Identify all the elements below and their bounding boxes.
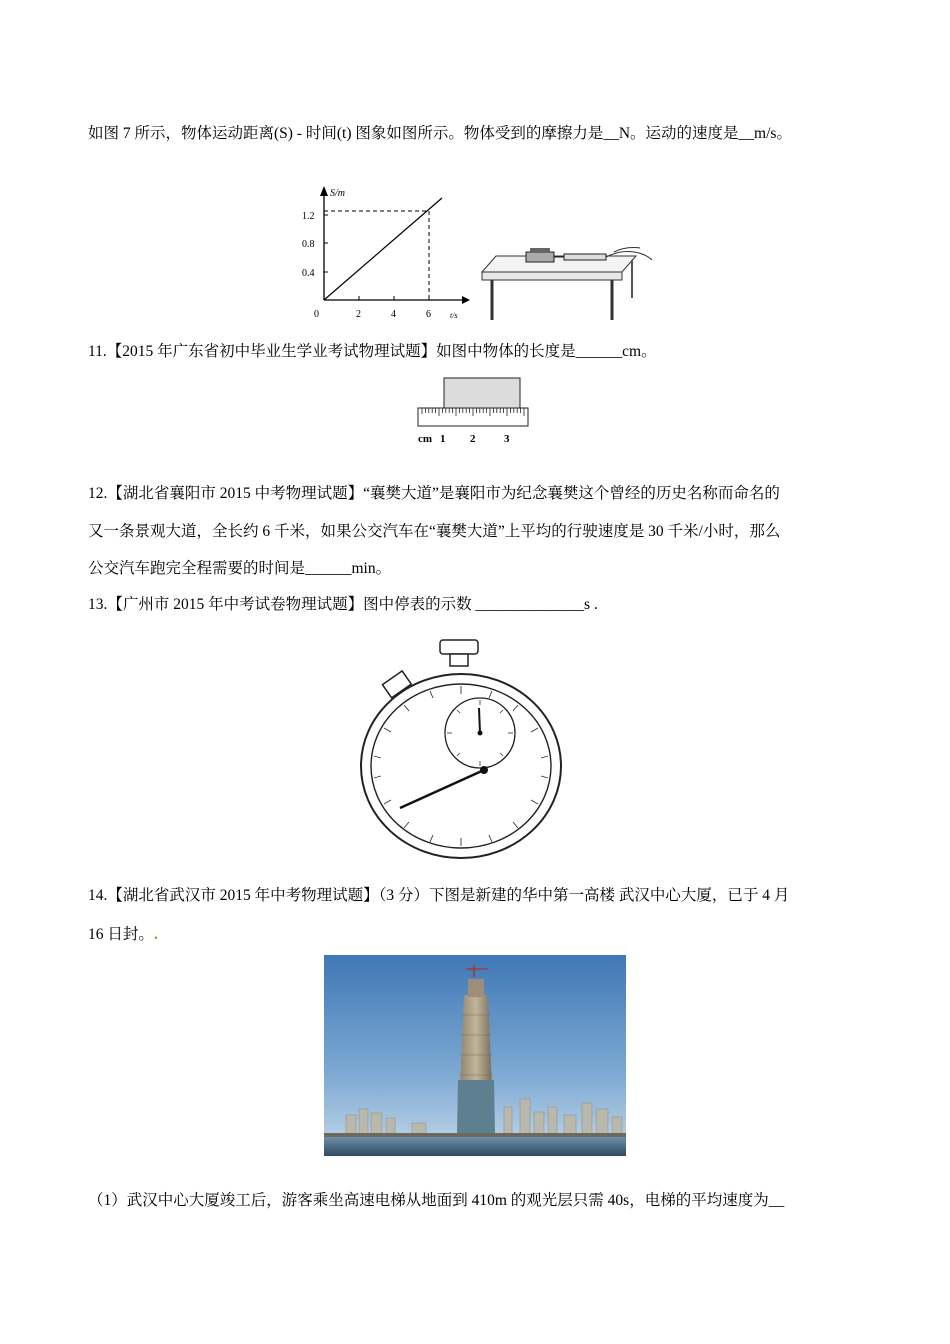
green-dot: . bbox=[153, 926, 158, 943]
question-11-text: 11.【2015 年广东省初中毕业生学业考试物理试题】如图中物体的长度是______cm。 bbox=[88, 343, 657, 360]
y-axis-label: S/m bbox=[330, 188, 345, 199]
measured-block bbox=[444, 378, 520, 408]
question-12-line-1: 12.【湖北省襄阳市 2015 中考物理试题】“襄樊大道”是襄阳市为纪念襄樊这个曾经的历史名称而命名的 bbox=[88, 485, 780, 502]
question-12-line-3: 公交汽车跑完全程需要的时间是______min。 bbox=[88, 560, 392, 577]
x-axis-label: t/s bbox=[450, 311, 458, 320]
x-tick-0: 0 bbox=[314, 309, 319, 320]
x-tick-4: 4 bbox=[391, 309, 396, 320]
question-14-part-1-text: （1）武汉中心大厦竣工后，游客乘坐高速电梯从地面到 410m 的观光层只需 40s，电梯的平均速度为__ bbox=[88, 1192, 785, 1209]
ruler-unit-label: cm bbox=[418, 433, 433, 445]
ruler-figure bbox=[412, 372, 538, 450]
question-12-line-2: 又一条景观大道，全长约 6 千米，如果公交汽车在“襄樊大道”上平均的行驶速度是 30 千米/小时，那么 bbox=[88, 523, 781, 540]
y-tick-0-4: 0.4 bbox=[302, 268, 315, 279]
block-on-table-illustration bbox=[482, 248, 652, 321]
stopwatch-figure bbox=[358, 638, 564, 864]
minute-hand bbox=[479, 708, 480, 733]
question-10-text: 如图 7 所示，物体运动距离(S) - 时间(t) 图象如图所示。物体受到的摩擦力是__N。运动的速度是__m/s。 bbox=[88, 125, 792, 142]
wuhan-center-tower-photo bbox=[324, 955, 626, 1156]
question-14-line-2-text: 16 日封。 bbox=[88, 926, 154, 943]
question-14-line-2 bbox=[88, 925, 158, 945]
x-tick-6: 6 bbox=[426, 309, 431, 320]
x-tick-2: 2 bbox=[356, 309, 361, 320]
question-13-text: 13.【广州市 2015 年中考试卷物理试题】图中停表的示数 ______________s . bbox=[88, 596, 598, 613]
y-tick-0-8: 0.8 bbox=[302, 239, 315, 250]
question-14-line-1: 14.【湖北省武汉市 2015 年中考物理试题】（3 分）下图是新建的华中第一高楼 武汉中心大厦，已于 4 月 bbox=[88, 887, 790, 904]
ruler-tick-1: 1 bbox=[440, 433, 446, 445]
s-t-graph-figure bbox=[296, 180, 660, 325]
distance-time-line bbox=[324, 198, 442, 300]
ruler-tick-2: 2 bbox=[470, 433, 476, 445]
ruler-tick-3: 3 bbox=[504, 433, 510, 445]
y-tick-1-2: 1.2 bbox=[302, 211, 315, 222]
